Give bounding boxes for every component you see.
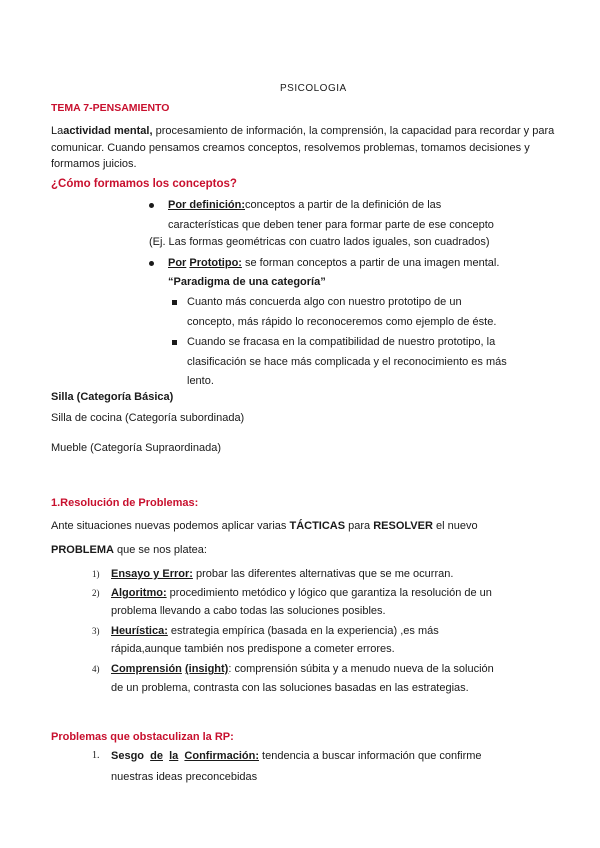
prototype-paradigm: “Paradigma de una categoría” xyxy=(168,276,326,288)
section1-p-a: Ante situaciones nuevas podemos aplicar varias xyxy=(51,520,290,532)
definition-label: Por definición: xyxy=(168,199,245,211)
obstacle-1-w1: Sesgo xyxy=(111,750,145,762)
item-3-line-1 xyxy=(111,624,439,638)
item-4-text-1: : comprensión súbita y a menudo nueva de la solución xyxy=(228,663,494,675)
prototype-sub1-line-1: Cuanto más concuerda algo con nuestro prototipo de un xyxy=(187,296,462,308)
obstacle-1-w2: de xyxy=(150,750,163,762)
intro-lead: La xyxy=(51,125,64,137)
intro-rest: procesamiento de información, la comprensión, la capacidad para recordar y para xyxy=(152,125,555,137)
obstacle-1-line-2: nuestras ideas preconcebidas xyxy=(111,771,258,783)
prototype-sub2-line-1: Cuando se fracasa en la compatibilidad de nuestro prototipo, la xyxy=(187,336,496,348)
category-basic: Silla (Categoría Básica) xyxy=(51,391,174,403)
item-number-1: 1) xyxy=(92,569,100,579)
prototype-sub1-line-2: concepto, más rápido lo reconoceremos como ejemplo de éste. xyxy=(187,316,497,328)
item-4-line-1 xyxy=(111,662,494,676)
section-problem-solving-title: 1.Resolución de Problemas: xyxy=(51,497,199,509)
intro-line-1 xyxy=(51,124,554,138)
prototype-label-a: Por xyxy=(168,257,187,269)
section-obstacles-title: Problemas que obstaculizan la RP: xyxy=(51,731,234,743)
section1-p2-b: que se nos platea: xyxy=(113,544,207,556)
prototype-text: se forman conceptos a partir de una imagen mental. xyxy=(241,257,500,269)
item-2-label: Algoritmo: xyxy=(111,587,167,599)
intro-line-3: formamos juicios. xyxy=(51,158,137,170)
prototype-label-b: Prototipo: xyxy=(189,257,242,269)
item-2-text-1: procedimiento metódico y lógico que garantiza la resolución de un xyxy=(166,587,492,599)
page-header-title: PSICOLOGIA xyxy=(280,83,347,94)
section1-paragraph-line-2 xyxy=(51,543,207,557)
category-supraordinate: Mueble (Categoría Supraordinada) xyxy=(51,442,221,454)
prototype-sub2-line-3: lento. xyxy=(187,375,214,387)
item-2-line-2: problema llevando a cabo todas las soluciones posibles. xyxy=(111,605,386,617)
item-4-label-b: (insight) xyxy=(184,663,229,675)
intro-line-2: comunicar. Cuando pensamos creamos conceptos, resolvemos problemas, tomamos decisiones y xyxy=(51,142,530,154)
obstacle-1-w3: la xyxy=(169,750,179,762)
definition-line-1 xyxy=(168,198,502,212)
item-2-line-1 xyxy=(111,586,492,600)
bullet-definition xyxy=(149,203,154,208)
square-bullet-1 xyxy=(172,300,177,305)
item-3-label: Heurística: xyxy=(111,625,168,637)
item-3-text-1: estrategia empírica (basada en la experiencia) ,es más xyxy=(167,625,439,637)
section1-p-c: para xyxy=(345,520,374,532)
prototype-line-1 xyxy=(168,256,499,270)
item-number-3: 3) xyxy=(92,626,100,636)
item-1-line-1 xyxy=(111,567,453,581)
definition-example: (Ej. Las formas geométricas con cuatro lados iguales, son cuadrados) xyxy=(149,236,490,248)
obstacle-1-w4: Confirmación: xyxy=(184,750,259,762)
prototype-sub2-line-2: clasificación se hace más complicada y el reconocimiento es más xyxy=(187,356,507,368)
obstacle-number-1: 1. xyxy=(92,750,100,761)
item-1-text: probar las diferentes alternativas que se me ocurran. xyxy=(192,568,454,580)
item-4-line-2: de un problema, contrasta con las soluciones basadas en las estrategias. xyxy=(111,682,469,694)
obstacle-1-text-1: tendencia a buscar información que confirme xyxy=(258,750,482,762)
item-number-2: 2) xyxy=(92,588,100,598)
item-3-line-2: rápida,aunque también nos predispone a cometer errores. xyxy=(111,643,395,655)
obstacle-1-line-1 xyxy=(111,749,482,763)
item-number-4: 4) xyxy=(92,664,100,674)
item-1-label: Ensayo y Error: xyxy=(111,568,193,580)
section1-p-resolver: RESOLVER xyxy=(373,520,433,532)
section1-p-problema: PROBLEMA xyxy=(51,544,114,556)
bullet-prototype xyxy=(149,261,154,266)
section1-p-tacticas: TÁCTICAS xyxy=(289,520,346,532)
section1-paragraph-line-1 xyxy=(51,519,478,533)
definition-text-1: conceptos a partir de la definición de las xyxy=(245,199,442,211)
item-4-label-a: Comprensión xyxy=(111,663,182,675)
square-bullet-2 xyxy=(172,340,177,345)
topic-title: TEMA 7-PENSAMIENTO xyxy=(51,102,170,114)
concepts-question: ¿Cómo formamos los conceptos? xyxy=(51,178,237,190)
definition-line-2: características que deben tener para formar parte de ese concepto xyxy=(168,219,494,231)
category-subordinate: Silla de cocina (Categoría subordinada) xyxy=(51,412,245,424)
section1-p-e: el nuevo xyxy=(432,520,478,532)
intro-bold: actividad mental, xyxy=(63,125,153,137)
